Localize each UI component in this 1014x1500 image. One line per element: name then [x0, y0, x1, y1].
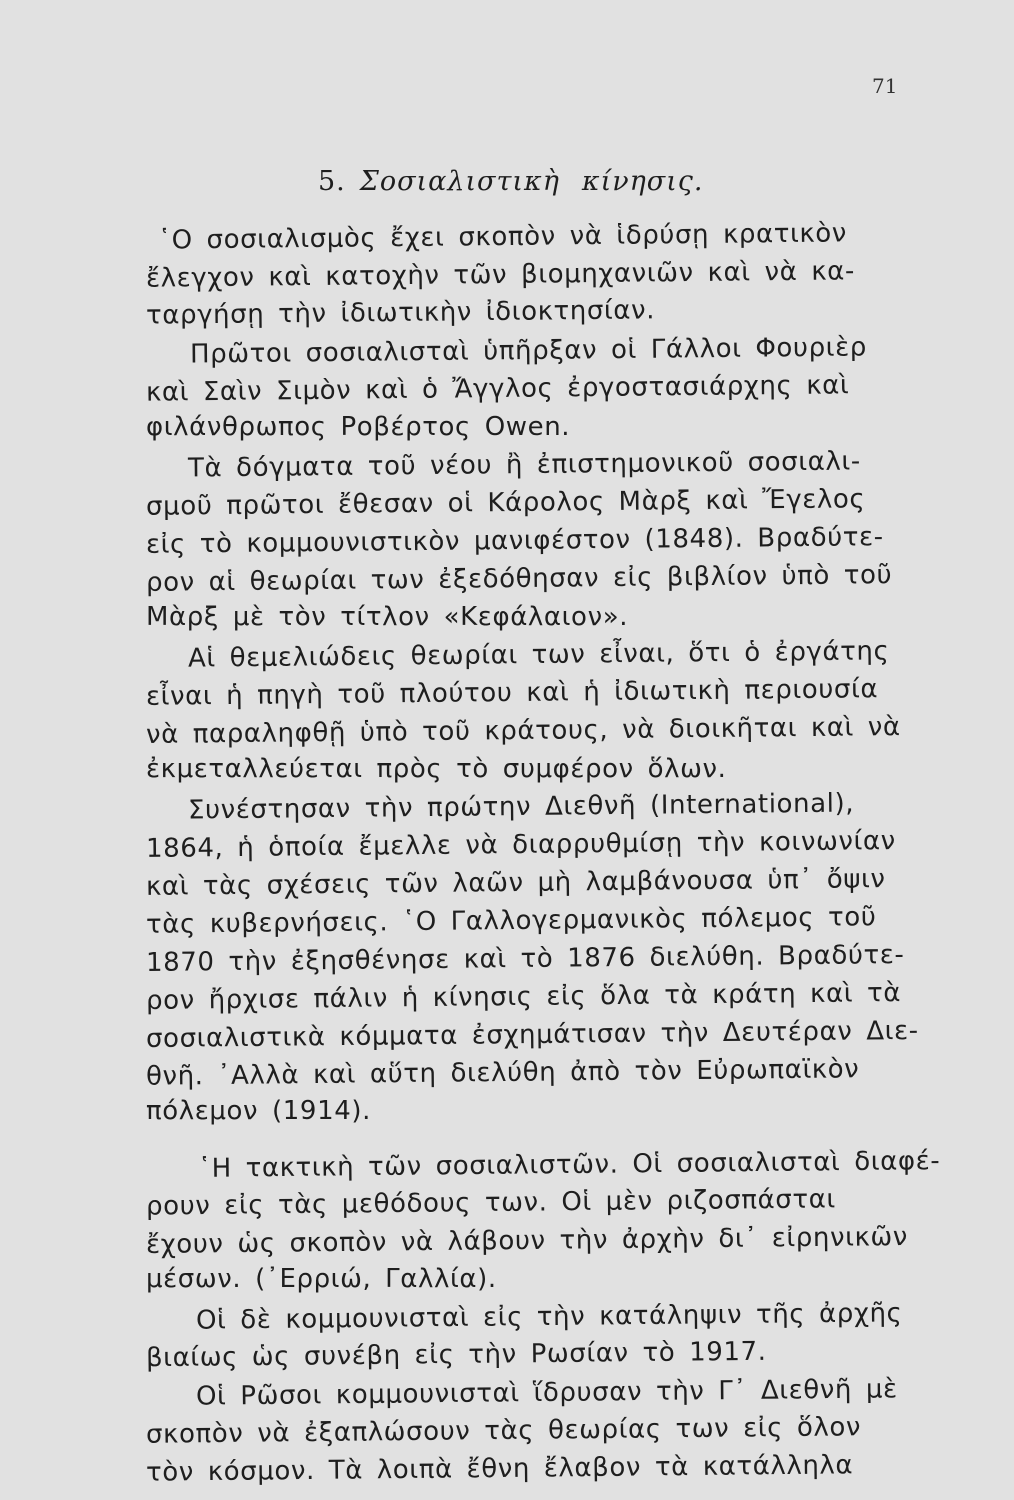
text-line: ρον αἱ θεωρίαι των ἐξεδόθησαν εἰς βιβλίον ὑπὸ τοῦ	[145, 560, 893, 598]
text-line: Αἱ θεμελιώδεις θεωρίαι των εἶναι, ὅτι ὁ ἐργάτης	[187, 636, 890, 674]
text-line: καὶ τὰς σχέσεις τῶν λαῶν μὴ λαμβάνουσα ὑπ᾿ ὄψιν	[145, 864, 886, 902]
text-line: θνῆ. ᾿Αλλὰ καὶ αὕτη διελύθη ἀπὸ τὸν Εὐρωπαϊκὸν	[145, 1054, 860, 1092]
section-number: 5.	[318, 166, 346, 197]
text-line: ρουν εἰς τὰς μεθόδους των. Οἱ μὲν ριζοσπάσται	[145, 1184, 836, 1222]
text-line: 1870 τὴν ἐξησθένησε καὶ τὸ 1876 διελύθη. Βραδύτε-	[145, 940, 905, 978]
page-number: 71	[872, 74, 898, 98]
text-line: ῾Η τακτικὴ τῶν σοσιαλιστῶν. Οἱ σοσιαλισταὶ διαφέ-	[197, 1146, 941, 1184]
text-line: 1864, ἡ ὁποία ἔμελλε νὰ διαρρυθμίσῃ τὴν κοινωνίαν	[145, 826, 896, 864]
text-line: ρον ἤρχισε πάλιν ἡ κίνησις εἰς ὅλα τὰ κράτη καὶ τὰ	[145, 978, 902, 1016]
text-line: Οἱ δὲ κομμουνισταὶ εἰς τὴν κατάληψιν τῆς ἀρχῆς	[195, 1298, 903, 1336]
section-heading	[318, 166, 704, 197]
text-line: καὶ Σαὶν Σιμὸν καὶ ὁ Ἄγγλος ἐργοστασιάρχης καὶ	[145, 370, 850, 408]
text-line: ταργήσῃ τὴν ἰδιωτικὴν ἰδιοκτησίαν.	[145, 295, 656, 331]
text-line: ἔχουν ὡς σκοπὸν νὰ λάβουν τὴν ἀρχὴν δι᾿ εἰρηνικῶν	[145, 1222, 909, 1260]
text-line: σοσιαλιστικὰ κόμματα ἐσχημάτισαν τὴν Δευτέραν Διε-	[145, 1015, 919, 1055]
text-line: μέσων. (᾿Ερριώ, Γαλλία).	[146, 1264, 497, 1294]
text-line: Οἱ Ρῶσοι κομμουνισταὶ ἵδρυσαν τὴν Γ᾿ Διεθνῆ μὲ	[195, 1374, 898, 1412]
text-line: τὰς κυβερνήσεις. ῾Ο Γαλλογερμανικὸς πόλεμος τοῦ	[145, 902, 877, 940]
text-line: Συνέστησαν τὴν πρώτην Διεθνῆ (International),	[187, 788, 855, 826]
text-line: σκοπὸν νὰ ἐξαπλώσουν τὰς θεωρίας των εἰς ὅλον	[145, 1412, 862, 1450]
text-line: πόλεμον (1914).	[146, 1096, 371, 1126]
text-line: ἔλεγχον καὶ κατοχὴν τῶν βιομηχανιῶν καὶ νὰ κα-	[145, 256, 856, 294]
text-line: Μὰρξ μὲ τὸν τίτλον «Κεφάλαιον».	[146, 602, 629, 632]
text-line: βιαίως ὡς συνέβη εἰς τὴν Ρωσίαν τὸ 1917.	[145, 1336, 767, 1374]
text-line: φιλάνθρωπος Ροβέρτος Owen.	[146, 412, 571, 442]
section-title-part1: Σοσιαλιστικὴ	[359, 166, 560, 197]
text-line: εἰς τὸ κομμουνιστικὸν μανιφέστον (1848). Βραδύτε-	[145, 522, 884, 560]
text-line: τὸν κόσμον. Τὰ λοιπὰ ἔθνη ἔλαβον τὰ κατάλληλα	[145, 1450, 854, 1488]
section-title-part2: κίνησις.	[581, 166, 704, 197]
text-line: νὰ παραληφθῇ ὑπὸ τοῦ κράτους, νὰ διοικῆται καὶ νὰ	[145, 712, 901, 750]
text-line: ῾Ο σοσιαλισμὸς ἔχει σκοπὸν νὰ ἱδρύσῃ κρατικὸν	[157, 218, 848, 256]
text-line: εἶναι ἡ πηγὴ τοῦ πλούτου καὶ ἡ ἰδιωτικὴ περιουσία	[145, 674, 879, 712]
text-line: Τὰ δόγματα τοῦ νέου ἢ ἐπιστημονικοῦ σοσιαλι-	[187, 446, 861, 484]
text-line: Πρῶτοι σοσιαλισταὶ ὑπῆρξαν οἱ Γάλλοι Φουριὲρ	[189, 332, 868, 370]
text-line: ἐκμεταλλεύεται πρὸς τὸ συμφέρον ὅλων.	[146, 754, 727, 784]
text-line: σμοῦ πρῶτοι ἔθεσαν οἱ Κάρολος Μὰρξ καὶ Ἔγελος	[145, 484, 866, 522]
